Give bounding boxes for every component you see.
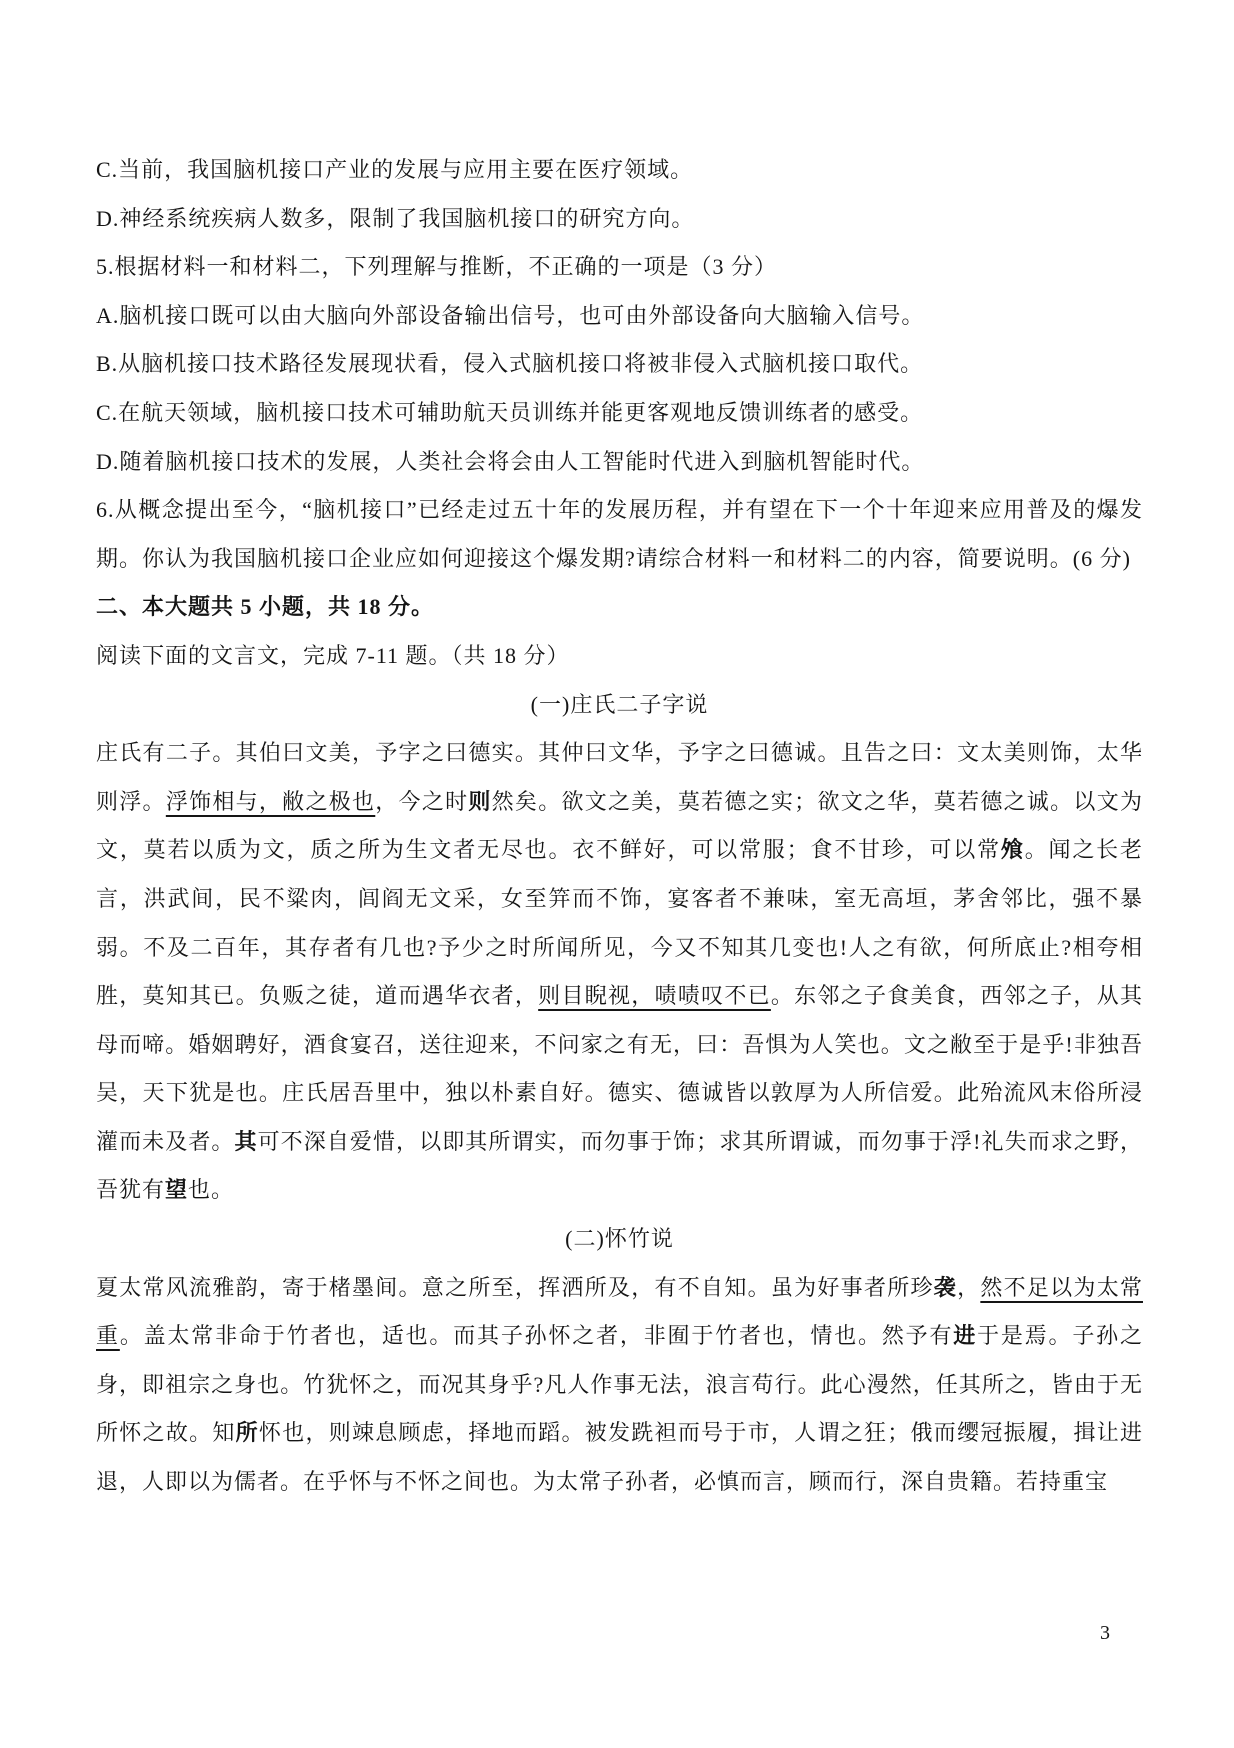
page-content <box>96 146 1143 1507</box>
text-segment: 。东邻之子食美食，西邻之子，从其母而啼。婚姻聘好，酒食宴召，送往迎来，不问家之有无，曰：吾惧为人笑也。文之敝至于是乎!非独吾吴，天下犹是也。庄氏居吾里中，独以朴素自好。德实、德诚皆以敦厚为人所信爱。此殆流风末俗所浸灌而未及者。 <box>96 983 1143 1154</box>
text-segment: 夏太常风流雅韵，寄于楮墨间。意之所至，挥洒所及，有不自知。虽为好事者所珍 <box>96 1274 934 1300</box>
text-segment: 望 <box>165 1177 189 1203</box>
text-segment: 然矣。欲文之美，莫若德之实；欲文之华，莫若德之诚。以文为文，莫若以质为文，质之所为生文者无尽也。衣不鲜好，可以常服；食不甘珍，可以常 <box>96 788 1143 863</box>
question4-option-c: C.当前，我国脑机接口产业的发展与应用主要在医疗领域。 <box>96 157 694 182</box>
text-segment: 。闻之长老言，洪武间，民不粱肉，闾阎无文采，女至笄而不饰，宴客者不兼味，室无高垣，茅舍邻比，强不暴弱。不及二百年，其存者有几也?予少之时所闻所见，今又不知其几变也!人之有欲，何所底止?相夸相胜，莫知其已。负贩之徒，道而遇华衣者， <box>96 837 1143 1009</box>
passage-one-text <box>96 729 1143 1215</box>
question5-option-b: B.从脑机接口技术路径发展现状看，侵入式脑机接口将被非侵入式脑机接口取代。 <box>96 351 924 377</box>
text-segment: 于是焉。子孙之身，即祖宗之身也。竹犹怀之，而况其身乎?凡人作事无法，浪言苟行。此心漫然，任其所之，皆由于无所怀之故。知 <box>96 1323 1143 1446</box>
question4-option-d: D.神经系统疾病人数多，限制了我国脑机接口的研究方向。 <box>96 205 695 231</box>
question5-stem: 5.根据材料一和材料二，下列理解与推断，不正确的一项是（3 分） <box>96 254 778 280</box>
page-number: 3 <box>1100 1622 1110 1644</box>
text-segment: 怀也，则竦息顾虑，择地而蹈。被发跣袒而号于市，人谓之狂；俄而缨冠振履，揖让进退，人即以为儒者。在乎怀与不怀之间也。为太常子孙者，必慎而言，顾而行，深自贵籍。若持重宝 <box>96 1420 1143 1495</box>
text-segment: ， <box>957 1274 981 1300</box>
passage-two-title: (二)怀竹说 <box>565 1226 674 1252</box>
text-segment: 则 <box>468 788 492 814</box>
text-segment: 浮饰相与，敝之极也 <box>165 788 376 814</box>
passage-two-text <box>96 1264 1143 1507</box>
text-segment: 其 <box>234 1128 258 1154</box>
text-segment: 所 <box>235 1420 259 1446</box>
text-segment: 袭 <box>933 1274 958 1300</box>
question5-option-a: A.脑机接口既可以由大脑向外部设备输出信号，也可由外部设备向大脑输入信号。 <box>96 302 925 328</box>
text-segment: 。盖太常非命于竹者也，适也。而其子孙怀之者，非囿于竹者也，情也。然予有 <box>119 1323 954 1349</box>
text-segment: 则目睨视，啧啧叹不已 <box>538 983 771 1009</box>
text-segment: 可不深自爱惜，以即其所谓实，而勿事于饰；求其所谓诚，而勿事于浮!礼失而求之野，吾犹有 <box>96 1128 1143 1203</box>
question6-stem: 6.从概念提出至今，“脑机接口”已经走过五十年的发展历程，并有望在下一个十年迎来应用普及的爆发期。你认为我国脑机接口企业应如何迎接这个爆发期?请综合材料一和材料二的内容，简要说明。(6 分) <box>96 497 1143 571</box>
text-segment: 进 <box>953 1323 978 1349</box>
section-two-instruction: 阅读下面的文言文，完成 7-11 题。（共 18 分） <box>96 642 570 668</box>
question5-option-c: C.在航天领域，脑机接口技术可辅助航天员训练并能更客观地反馈训练者的感受。 <box>96 399 924 425</box>
text-segment: ，今之时 <box>375 788 469 814</box>
text-segment: 庄氏有二子。其伯曰文美，予字之曰德实。其仲曰文华，予字之曰德诚。且告之曰：文太美则饰，太华则浮。 <box>96 740 1143 814</box>
text-segment: 飧 <box>1000 837 1025 863</box>
text-segment: 然不足以为太常重 <box>96 1274 1143 1349</box>
question5-option-d: D.随着脑机接口技术的发展，人类社会将会由人工智能时代进入到脑机智能时代。 <box>96 448 925 474</box>
text-segment: 也。 <box>188 1177 235 1203</box>
passage-one-title: (一)庄氏二子字说 <box>530 691 709 717</box>
section-two-heading: 二、本大题共 5 小题，共 18 分。 <box>96 594 435 620</box>
